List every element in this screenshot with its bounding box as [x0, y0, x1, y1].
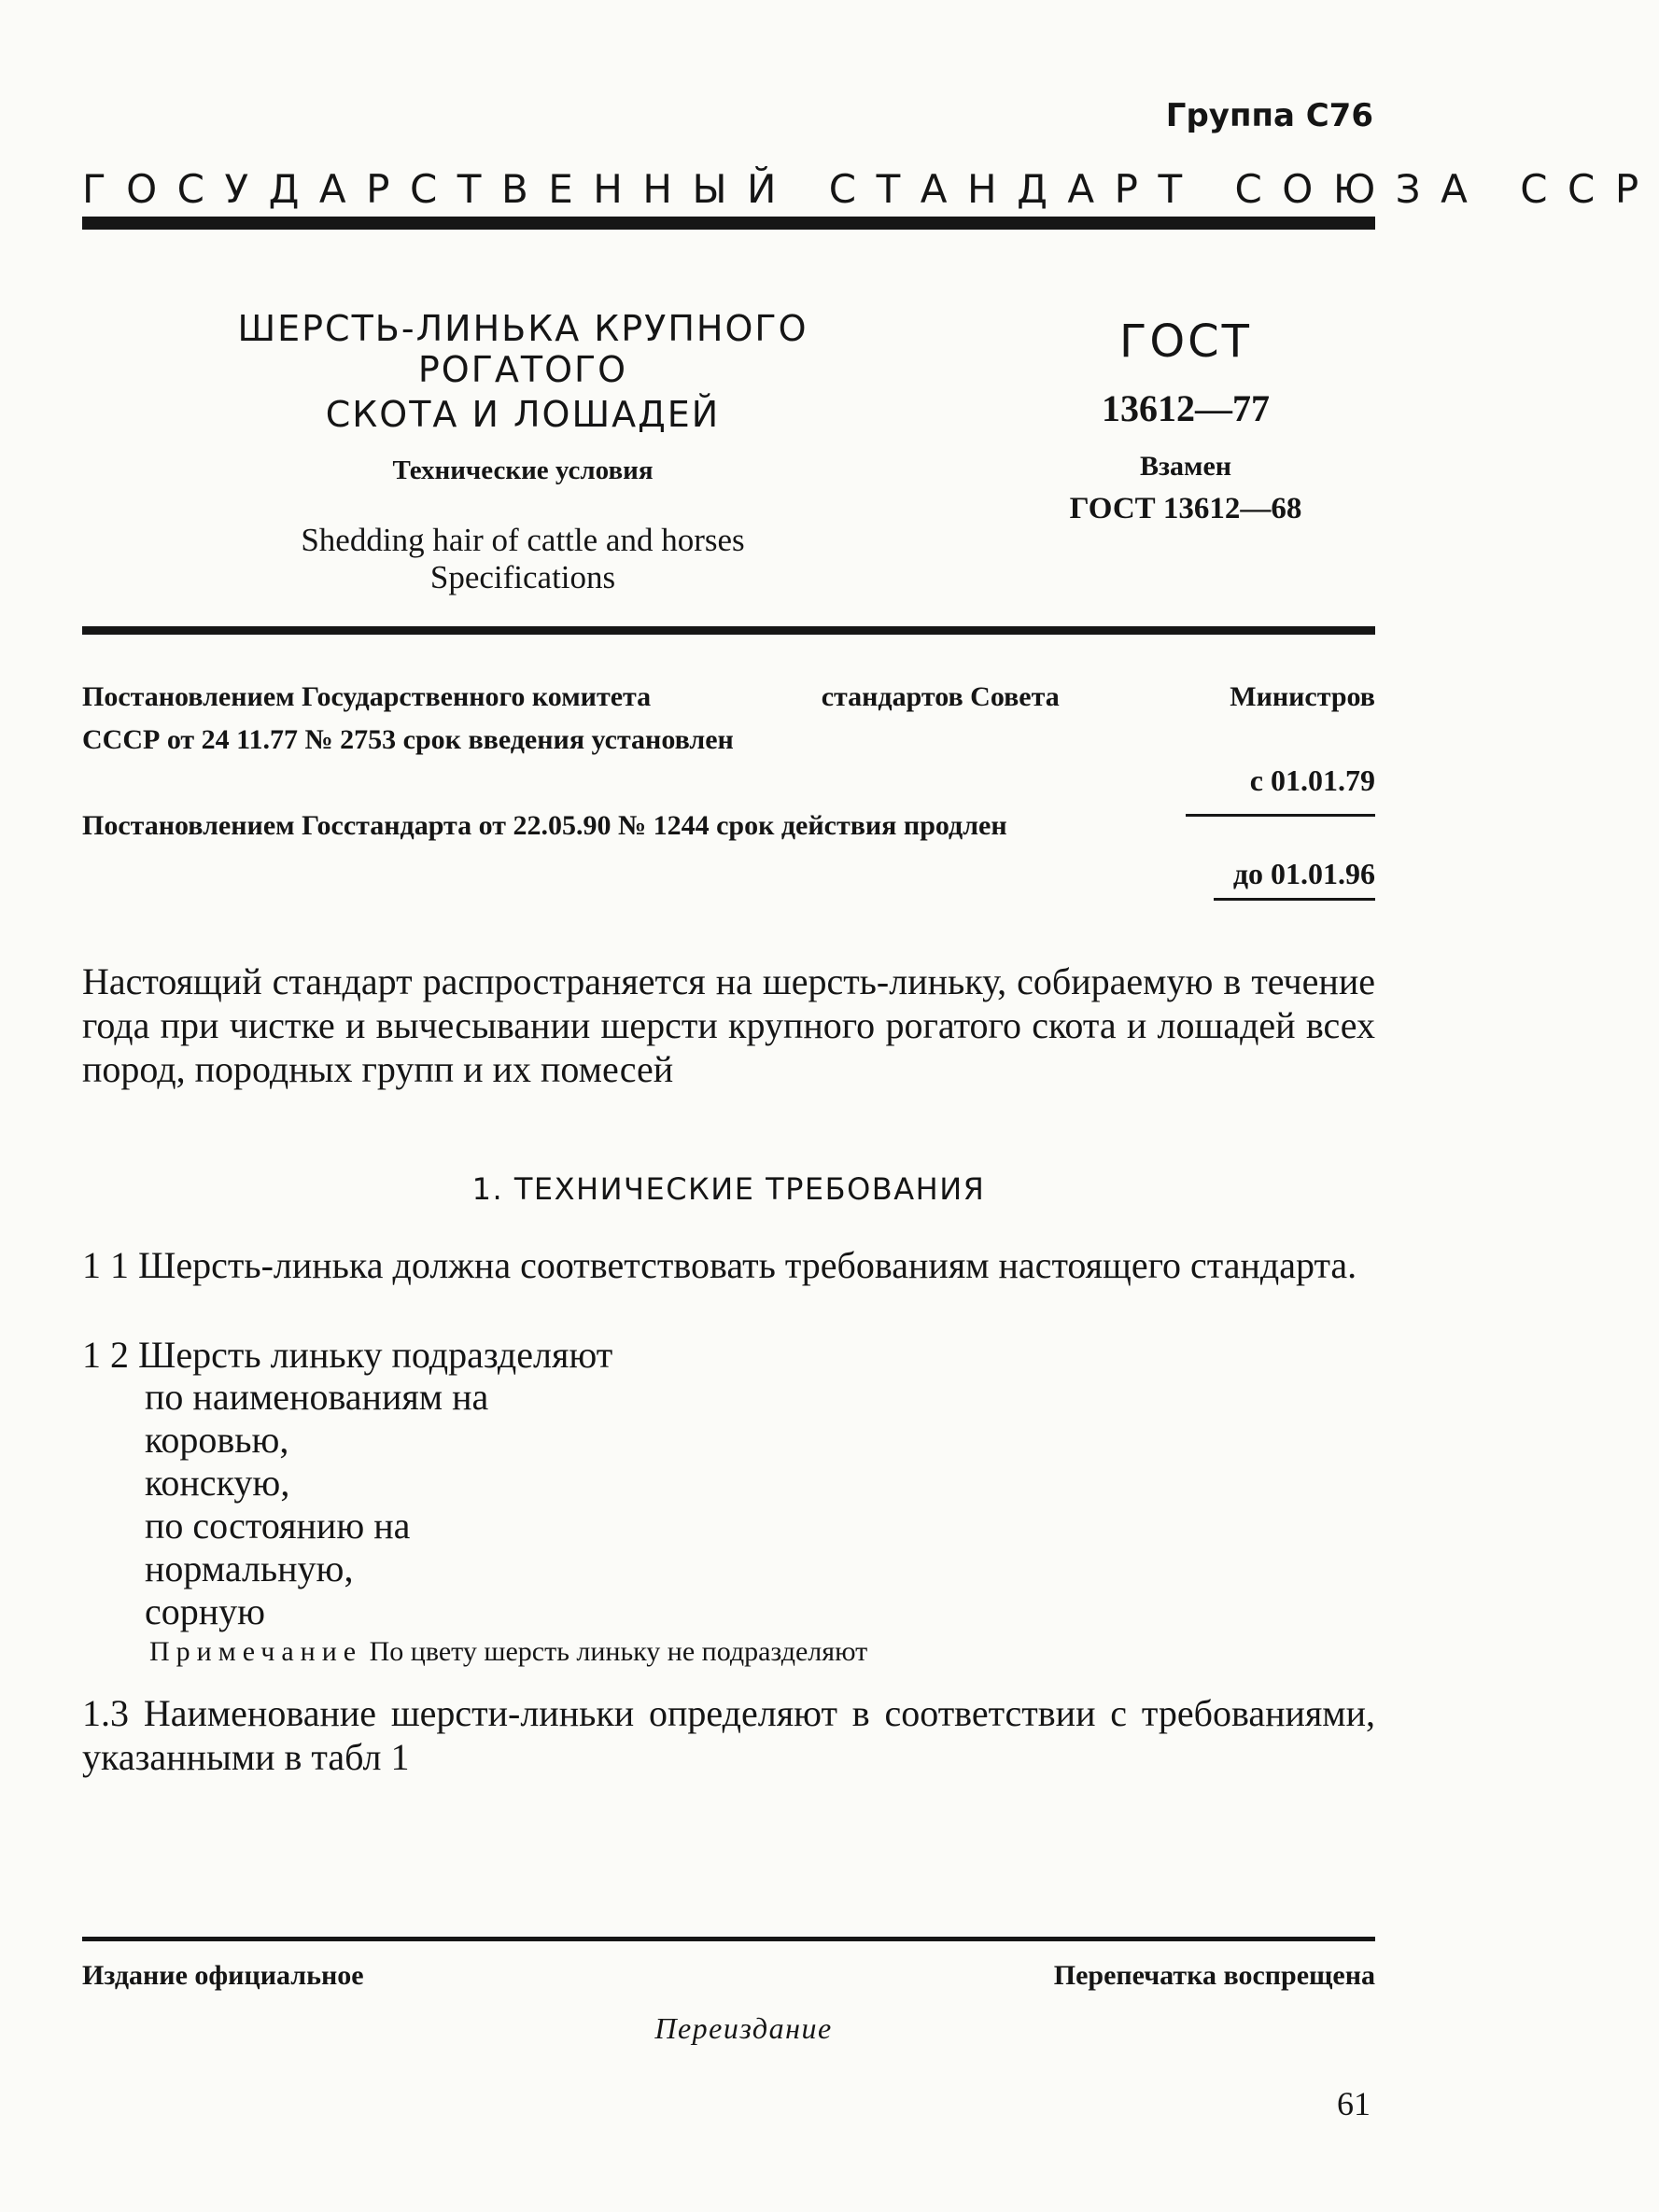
- document-subtitle: Технические условия: [392, 455, 654, 485]
- list-item: конскую,: [145, 1462, 290, 1504]
- list-item: по состоянию на: [145, 1505, 411, 1547]
- title-block: [131, 308, 915, 596]
- decree-1-line1: [82, 681, 1375, 713]
- decree-2: Постановлением Госстандарта от 22.05.90 № 1244 срок действия продлен: [82, 810, 1007, 841]
- gost-block: [1027, 315, 1344, 526]
- note: [149, 1636, 867, 1668]
- document-title-line2: СКОТА И ЛОШАДЕЙ: [325, 394, 721, 435]
- list-item: сорную: [145, 1590, 266, 1632]
- intro-paragraph: Настоящий стандарт распространяется на шерсть-линьку, собираемую в течение года при чистке и вычесывании шерсти крупного рогатого скота и лошадей всех пород, породных групп и их помесей: [82, 960, 1375, 1090]
- standard-heading: ГОСУДАРСТВЕННЫЙ СТАНДАРТ СОЮЗА ССР: [82, 166, 1659, 212]
- gost-old-number: ГОСТ 13612—68: [1069, 492, 1302, 525]
- note-text: По цвету шерсть линьку не подразделяют: [369, 1636, 868, 1667]
- gost-label: ГОСТ: [1119, 315, 1252, 368]
- edition-label: Издание официальное: [82, 1960, 364, 1991]
- decree-1-part3: Министров: [1230, 681, 1375, 712]
- classification-list: [145, 1376, 488, 1633]
- list-item: нормальную,: [145, 1547, 354, 1589]
- note-label: Примечание: [149, 1636, 363, 1667]
- section-heading: 1. ТЕХНИЧЕСКИЕ ТРЕБОВАНИЯ: [471, 1171, 986, 1207]
- page-number: 61: [1337, 2085, 1371, 2122]
- reprint-notice: Перепечатка воспрещена: [1053, 1960, 1375, 1991]
- decree-1: [82, 681, 1375, 756]
- reissue-label: Переиздание: [654, 2011, 833, 2045]
- gost-number: 13612—77: [1102, 387, 1270, 429]
- group-code: Группа С76: [1165, 97, 1373, 134]
- middle-rule-divider: [82, 626, 1375, 635]
- bottom-rule-divider: [82, 1937, 1375, 1941]
- list-item: по наименованиям на: [145, 1376, 489, 1418]
- decree-1-part2: стандартов Совета: [821, 681, 1060, 712]
- clause-1-2: 1 2 Шерсть линьку подразделяют: [82, 1334, 613, 1376]
- extended-date-underline: [1214, 898, 1375, 901]
- clause-1-3: 1.3 Наименование шерсти-линьки определяют в соответствии с требованиями, указанными в табл 1: [82, 1692, 1375, 1778]
- document-title-line1: ШЕРСТЬ-ЛИНЬКА КРУПНОГО РОГАТОГО: [237, 308, 808, 390]
- top-rule-divider: [82, 217, 1375, 230]
- gost-replaces-label: Взамен: [1139, 451, 1232, 482]
- extended-date: до 01.01.96: [1232, 857, 1375, 890]
- list-item: коровью,: [145, 1419, 289, 1461]
- english-title-line1: Shedding hair of cattle and horses: [301, 522, 745, 558]
- effective-date: с 01.01.79: [1249, 763, 1375, 797]
- english-title-line2: Specifications: [429, 559, 616, 595]
- clause-1-1: 1 1 Шерсть-линька должна соответствовать требованиям настоящего стандарта.: [82, 1244, 1357, 1286]
- decree-1-line2: СССР от 24 11.77 № 2753 срок введения установлен: [82, 724, 734, 755]
- decree-1-part1: Постановлением Государственного комитета: [82, 681, 652, 712]
